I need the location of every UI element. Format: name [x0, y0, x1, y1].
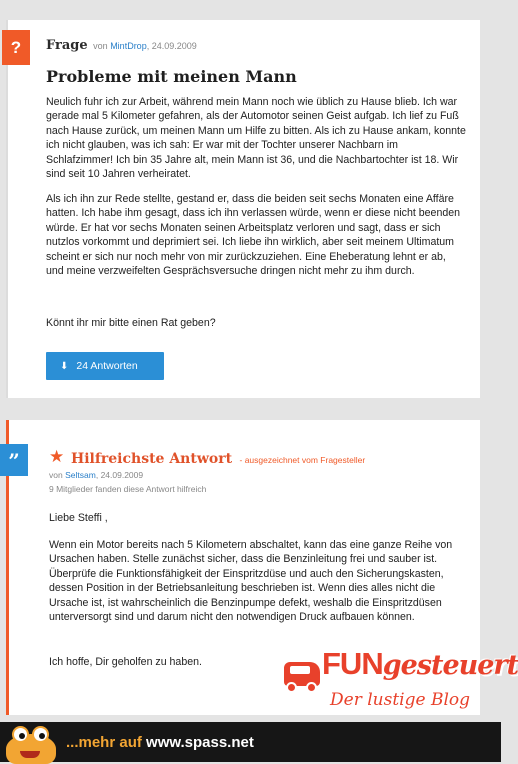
- question-date: 24.09.2009: [151, 41, 197, 51]
- watermark-title-start: FUN: [322, 646, 383, 681]
- answer-meta: von Seltsam, 24.09.2009: [49, 470, 144, 480]
- best-answer-title: Hilfreichste Antwort: [71, 451, 233, 467]
- answers-button-label: 24 Antworten: [76, 360, 138, 372]
- answer-greeting: Liebe Steffi ,: [49, 512, 108, 524]
- footer-site: www.spass.net: [146, 734, 254, 751]
- answers-button[interactable]: [46, 352, 164, 380]
- watermark-logo: [282, 646, 518, 716]
- question-paragraph-1: Neulich fuhr ich zur Arbeit, während mein Mann noch wie üblich zu Hause blieb. Ich war gerade mal 5 Kilometer gefahren, als der Automotor seinen Geist aufgab. Ich lief zu Fuß nach Hause zurück, um meinen Mann um Hilfe zu bitten. Als ich zu Hause ankam, konnte ich nicht glauben, was ich sah: Er war mit der Tochter unserer Nachbarn im Schlafzimmer! Ich bin 35 Jahre alt, mein Mann ist 36, und die Nachbartochter ist 18. Wir sind seit 10 Jahren verheiratet.: [46, 96, 466, 181]
- answer-by-prefix: von: [49, 470, 63, 480]
- question-paragraph-3: Könnt ihr mir bitte einen Rat geben?: [46, 317, 216, 329]
- footer-link[interactable]: [66, 734, 254, 751]
- helpful-note: 9 Mitglieder fanden diese Antwort hilfreich: [49, 484, 207, 494]
- best-answer-subtitle: - ausgezeichnet vom Fragesteller: [239, 455, 366, 465]
- star-icon: ★: [49, 447, 65, 466]
- footer-bar: [0, 722, 501, 762]
- question-card: [6, 20, 480, 398]
- watermark-title-rest: gesteuert: [382, 650, 518, 681]
- answer-date: 24.09.2009: [100, 470, 144, 480]
- download-arrow-icon: ⬇: [60, 361, 69, 372]
- mascot-icon: [4, 724, 60, 762]
- answer-body: Wenn ein Motor bereits nach 5 Kilometern abschaltet, kann das eine ganze Reihe von Ursachen haben. Stelle zunächst sicher, dass die Benzinleitung frei und sauber ist. Überprüfe die Funktionsfähigkeit der Einspritzdüse und auch den Sicherungskasten, dessen Position in der Betriebsanleitung beschrieben ist. Wenn dies alles nicht die Ursache ist, ist wahrscheinlich die Benzinpumpe defekt, weshalb die Einspritzdüsen unterversorgt sind und darum nicht den notwendigen Druck aufbauen können.: [49, 539, 453, 624]
- question-meta: Frage von MintDrop, 24.09.2009: [46, 38, 197, 53]
- question-title: Probleme mit meinen Mann: [46, 67, 297, 86]
- question-author-link[interactable]: MintDrop: [110, 41, 147, 51]
- best-answer-heading: [71, 450, 365, 468]
- quote-icon: ”: [0, 444, 28, 476]
- footer-prefix: ...mehr auf: [66, 734, 142, 751]
- answer-author-link[interactable]: Seltsam: [65, 470, 96, 480]
- car-logo-icon: [282, 650, 322, 694]
- watermark-subtitle: Der lustige Blog: [330, 690, 470, 710]
- answer-closing: Ich hoffe, Dir geholfen zu haben.: [49, 656, 202, 668]
- question-by-prefix: von: [93, 41, 108, 51]
- question-paragraph-2: Als ich ihn zur Rede stellte, gestand er, dass die beiden seit sechs Monaten eine Affäre hatten. Ich habe ihm gesagt, dass ich ihn verlassen würde, wenn er diese nicht beenden würde. Er hat vor sechs Monaten seinen Arbeitsplatz verloren und sagt, dass er sich nutzlos vorkommt und deprimiert sei. Ich liebe ihn wirklich, aber seit meinem Ultimatum scheint er sich nur noch mehr von mir zurückzuziehen. Eine Eheberatung lehnt er ab, und meine verzweifelten Gesprächsversuche dringen nicht mehr zu ihm durch.: [46, 193, 461, 278]
- question-mark-icon: ?: [2, 30, 30, 65]
- question-kind: Frage: [46, 38, 88, 53]
- watermark-title: [322, 646, 518, 682]
